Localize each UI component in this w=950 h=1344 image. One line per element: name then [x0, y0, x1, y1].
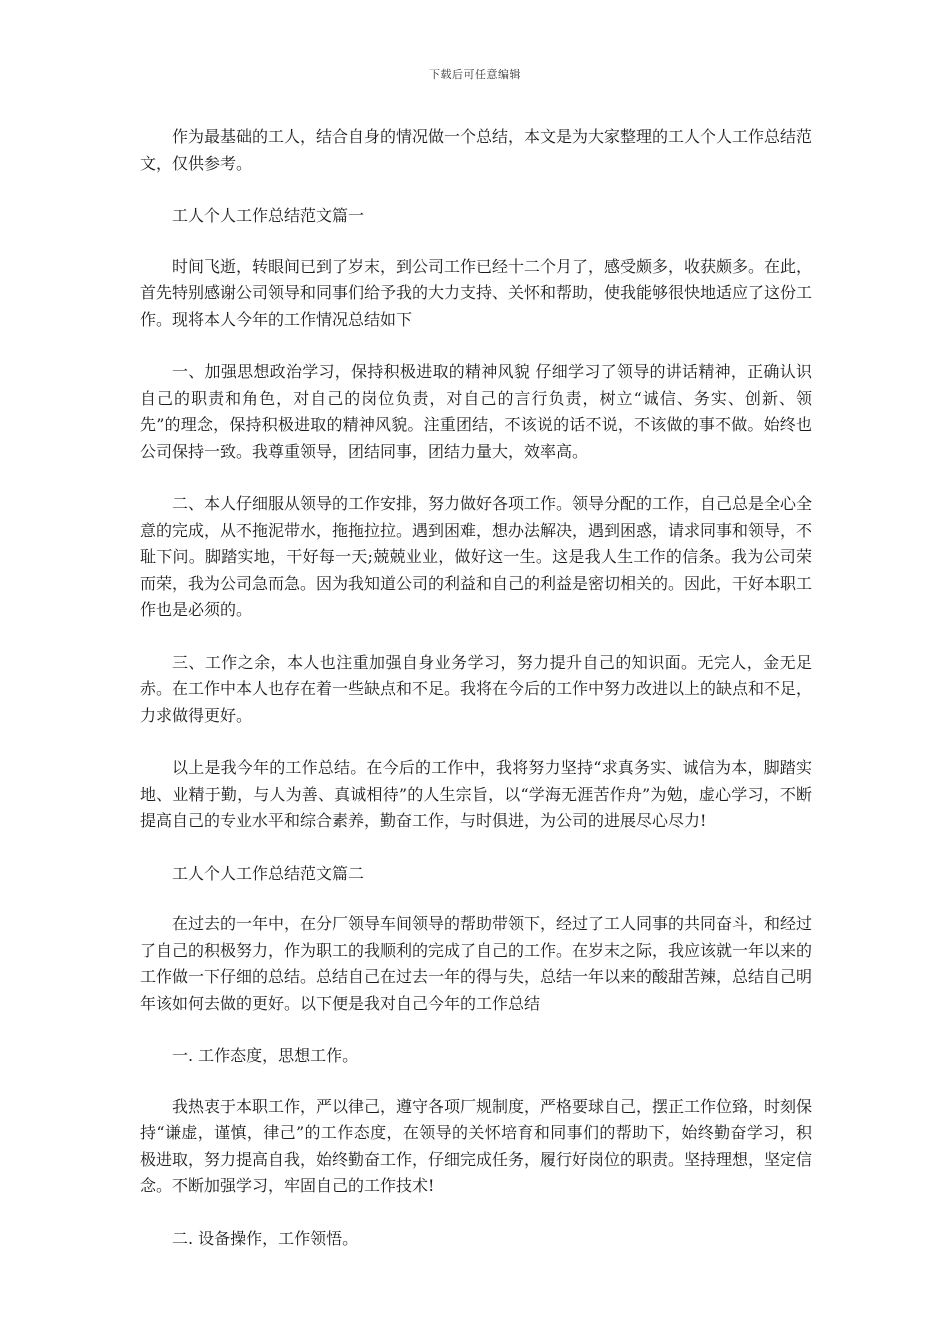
page-header: 下载后可任意编辑: [429, 68, 521, 81]
paragraph-1: 时间飞逝，转眼间已到了岁末，到公司工作已经十二个月了，感受颇多，收获颇多。在此，首先特别感谢公司领导和同事们给予我的大力支持、关怀和帮助，使我能够很快地适应了这份工作。现将本人今年的工作情况总结如下: [140, 256, 813, 329]
section-heading-2: 工人个人工作总结范文篇二: [172, 863, 365, 883]
document-body: [140, 124, 812, 1276]
subsection-heading-1: 一. 工作态度，思想工作。: [172, 1046, 359, 1065]
paragraph-3: 二、本人仔细服从领导的工作安排，努力做好各项工作。领导分配的工作，自己总是全心全意的完成，从不拖泥带水，拖拖拉拉。遇到困难，想办法解决，遇到困惑，请求同事和领导，不耻下问。脚踏实地，干好每一天;兢兢业业，做好这一生。这是我人生工作的信条。我为公司荣而荣，我为公司急而急。因为我知道公司的利益和自己的利益是密切相关的。因此，干好本职工作也是必须的。: [140, 494, 813, 619]
paragraph-5: 以上是我今年的工作总结。在今后的工作中，我将努力坚持“求真务实、诚信为本，脚踏实地、业精于勤，与人为善、真诚相待”的人生宗旨，以“学海无涯苦作舟”为勉，虚心学习，不断提高自己的专业水平和综合素养，勤奋工作，与时俱进，为公司的进展尽心尽力!: [140, 758, 812, 830]
section-heading-1: 工人个人工作总结范文篇一: [172, 206, 365, 225]
paragraph-7: 我热衷于本职工作，严以律己，遵守各项厂规制度，严格要球自己，摆正工作位臵，时刻保持“谦虚，谨慎，律己”的工作态度，在领导的关怀培育和同事们的帮助下，始终勤奋学习，积极进取，努力提高自我，始终勤奋工作，仔细完成任务，履行好岗位的职责。坚持理想，坚定信念。不断加强学习，牢固自己的工作技术!: [140, 1096, 813, 1195]
intro-paragraph: 作为最基础的工人，结合自身的情况做一个总结，本文是为大家整理的工人个人工作总结范文，仅供参考。: [140, 127, 813, 173]
subsection-heading-2: 二. 设备操作，工作领悟。: [172, 1228, 359, 1248]
paragraph-6: 在过去的一年中，在分厂领导车间领导的帮助带领下，经过了工人同事的共同奋斗，和经过了自己的积极努力，作为职工的我顺利的完成了自己的工作。在岁末之际，我应该就一年以来的工作做一下仔细的总结。总结自己在过去一年的得与失，总结一年以来的酸甜苦辣，总结自己明年该如何去做的更好。以下便是我对自己今年的工作总结: [140, 914, 813, 1013]
paragraph-2: 一、加强思想政治学习，保持积极进取的精神风貌 仔细学习了领导的讲话精神，正确认识自己的职责和角色，对自己的岗位负责，对自己的言行负责，树立“诚信、务实、创新、领先”的理念，保持积极进取的精神风貌。注重团结，不该说的话不说，不该做的事不做。始终也公司保持一致。我尊重领导，团结同事，团结力量大，效率高。: [140, 362, 812, 461]
paragraph-4: 三、工作之余，本人也注重加强自身业务学习，努力提升自己的知识面。无完人，金无足赤。在工作中本人也存在着一些缺点和不足。我将在今后的工作中努力改进以上的缺点和不足，力求做得更好。: [140, 652, 813, 725]
